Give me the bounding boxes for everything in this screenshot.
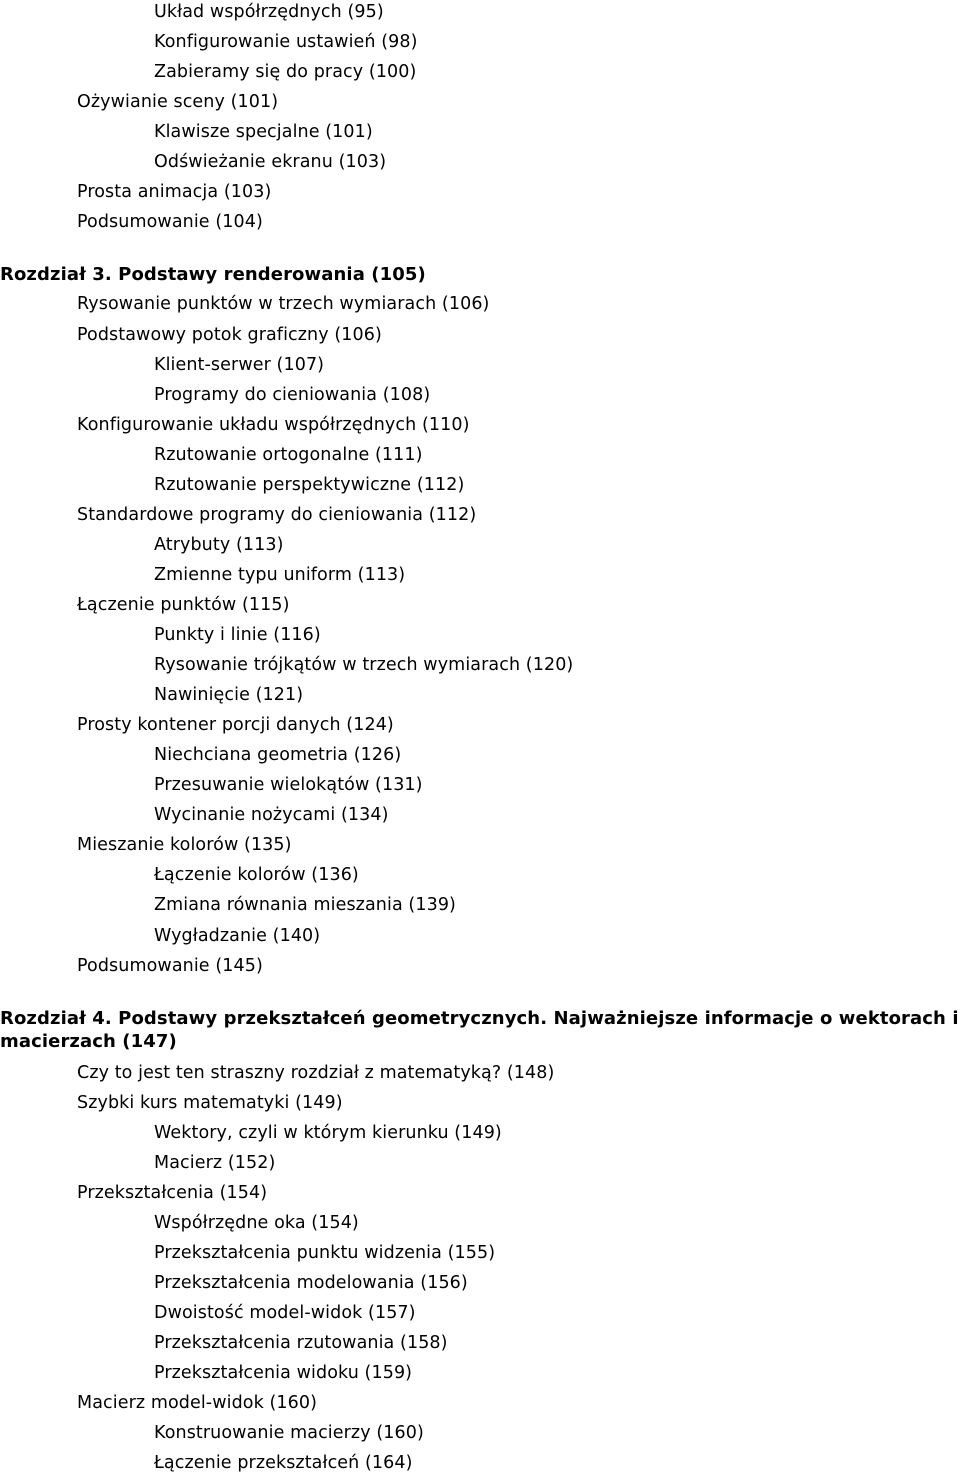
toc-entry: Konfigurowanie ustawień (98) xyxy=(154,32,418,53)
toc-entry: Ożywianie sceny (101) xyxy=(77,92,279,113)
toc-entry: Wygładzanie (140) xyxy=(154,925,321,946)
toc-entry: Łączenie przekształceń (164) xyxy=(154,1453,413,1474)
toc-entry: Wektory, czyli w którym kierunku (149) xyxy=(154,1122,502,1143)
toc-entry: Prosty kontener porcji danych (124) xyxy=(77,715,394,736)
toc-entry: Przekształcenia punktu widzenia (155) xyxy=(154,1242,496,1263)
toc-entry: Klient-serwer (107) xyxy=(154,354,325,375)
toc-entry: Przekształcenia modelowania (156) xyxy=(154,1273,468,1293)
toc-entry: Przekształcenia rzutowania (158) xyxy=(154,1333,448,1354)
toc-entry: Układ współrzędnych (95) xyxy=(154,2,384,22)
toc-entry: Dwoistość model-widok (157) xyxy=(154,1303,416,1324)
toc-entry: Podsumowanie (145) xyxy=(77,955,263,976)
toc-entry: Rysowanie punktów w trzech wymiarach (106) xyxy=(77,294,490,315)
toc-entry: Rysowanie trójkątów w trzech wymiarach (120) xyxy=(154,655,574,676)
toc-entry: Łączenie kolorów (136) xyxy=(154,865,359,886)
toc-entry: Macierz model-widok (160) xyxy=(77,1393,318,1414)
toc-entry: Przekształcenia widoku (159) xyxy=(154,1363,413,1384)
toc-entry: Klawisze specjalne (101) xyxy=(154,122,373,143)
toc-entry: Współrzędne oka (154) xyxy=(154,1212,359,1233)
toc-entry: Odświeżanie ekranu (103) xyxy=(154,152,387,173)
toc-entry: Punkty i linie (116) xyxy=(154,625,321,645)
toc-entry: Przesuwanie wielokątów (131) xyxy=(154,775,423,796)
toc-entry: Szybki kurs matematyki (149) xyxy=(77,1092,343,1113)
toc-entry: Konstruowanie macierzy (160) xyxy=(154,1423,424,1444)
toc-entry: Zmienne typu uniform (113) xyxy=(154,564,406,585)
toc-entry: Atrybuty (113) xyxy=(154,534,284,555)
toc-entry: Zabieramy się do pracy (100) xyxy=(154,62,417,83)
toc-entry: Macierz (152) xyxy=(154,1152,276,1173)
toc-entry: Konfigurowanie układu współrzędnych (110) xyxy=(77,414,470,435)
toc-entry: Podsumowanie (104) xyxy=(77,212,263,233)
toc-entry: Nawinięcie (121) xyxy=(154,685,304,706)
toc-chapter-heading: Rozdział 4. Podstawy przekształceń geometrycznych. Najważniejsze informacje o wektorach i macierzach (147) xyxy=(0,1007,959,1052)
toc-entry: Przekształcenia (154) xyxy=(77,1182,268,1203)
toc-entry: Czy to jest ten straszny rozdział z matematyką? (148) xyxy=(77,1062,555,1083)
toc-chapter-heading: Rozdział 3. Podstawy renderowania (105) xyxy=(0,264,426,286)
toc-entry: Mieszanie kolorów (135) xyxy=(77,835,292,856)
toc-entry: Programy do cieniowania (108) xyxy=(154,384,431,405)
toc-entry: Podstawowy potok graficzny (106) xyxy=(77,324,382,345)
toc-entry: Zmiana równania mieszania (139) xyxy=(154,895,456,916)
toc-entry: Łączenie punktów (115) xyxy=(77,594,290,615)
toc-entry: Rzutowanie ortogonalne (111) xyxy=(154,444,423,465)
toc-entry: Wycinanie nożycami (134) xyxy=(154,805,389,826)
toc-entry: Standardowe programy do cieniowania (112) xyxy=(77,504,477,525)
toc-entry: Rzutowanie perspektywiczne (112) xyxy=(154,474,465,495)
toc-entry: Niechciana geometria (126) xyxy=(154,745,402,766)
toc-entry: Prosta animacja (103) xyxy=(77,182,272,203)
